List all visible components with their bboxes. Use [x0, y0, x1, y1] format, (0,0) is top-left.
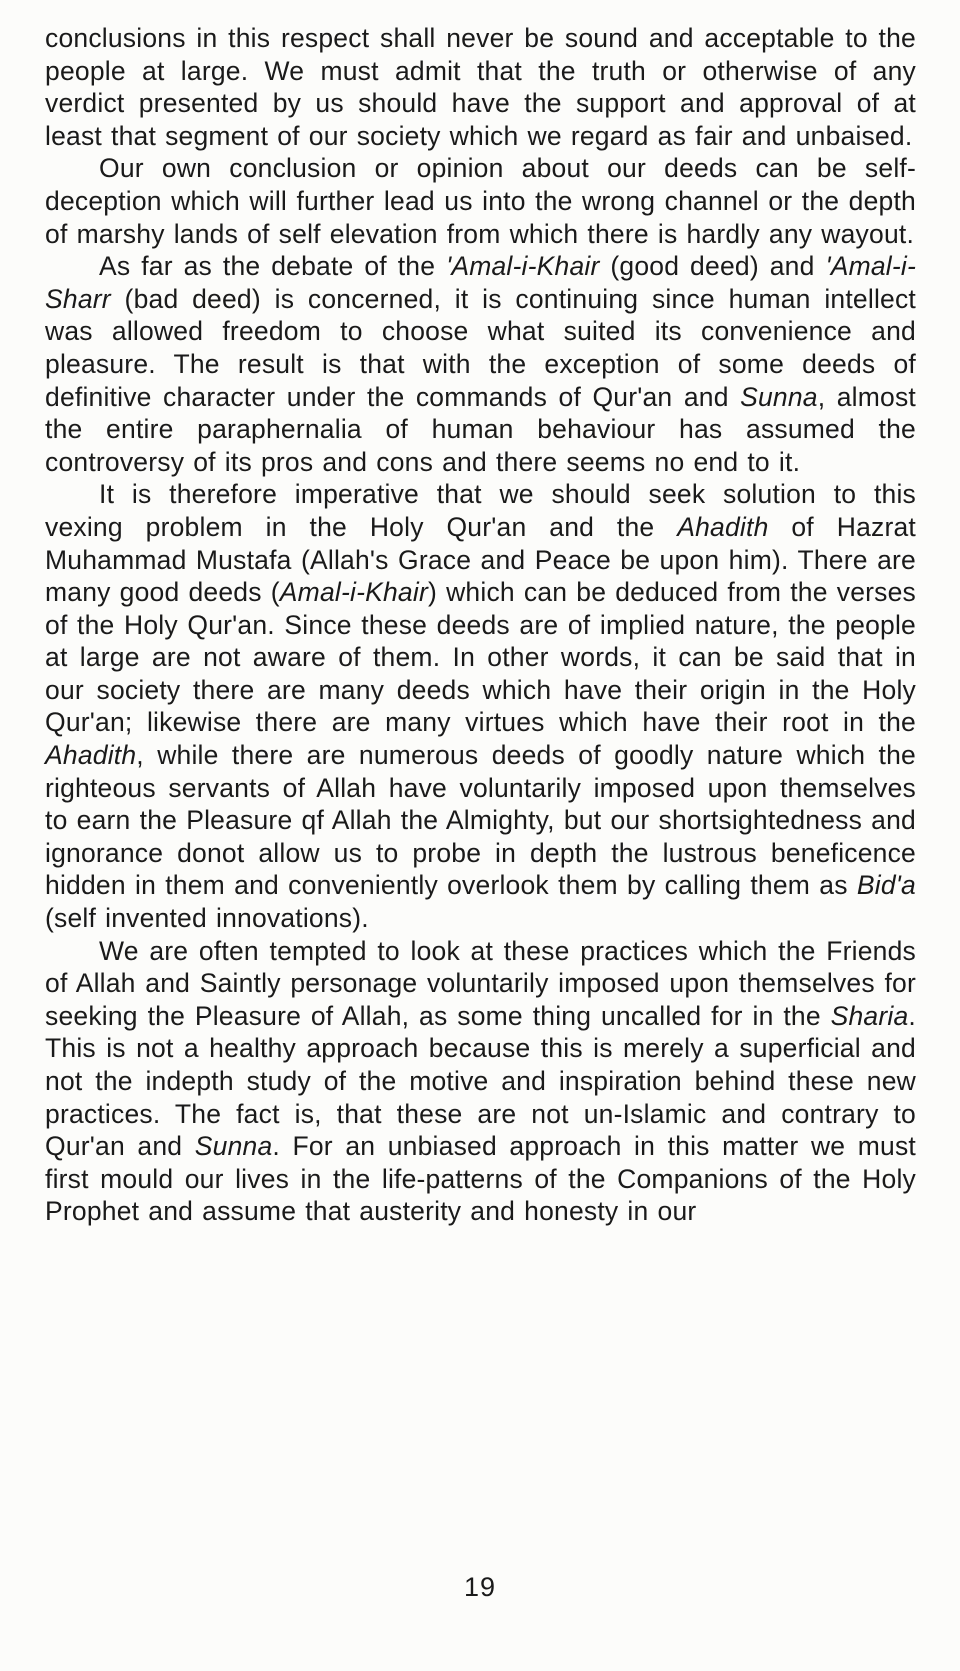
page-text: [45, 22, 916, 1228]
text-run: conclusions in this respect shall never be sound and acceptable to the people at large. We must admit that the truth or otherwise of any verdict presented by us should have the support and approval of at least that segment of our society which we regard as fair and unbaised.: [45, 23, 916, 151]
text-run: . For an unbiased approach in this matter we must first mould our lives in the life-patterns of the Companions of the Holy Prophet and assume that austerity and honesty in our: [45, 1131, 916, 1227]
paragraph: [45, 22, 916, 152]
paragraph: [45, 935, 916, 1228]
italic-term: 'Amal-i-Sharr: [45, 251, 917, 314]
italic-term: Sunna: [740, 381, 818, 412]
text-run: , while there are numerous deeds of goodly nature which the righteous servants of Allah have voluntarily imposed upon themselves to earn the Pleasure qf Allah the Almighty, but our shortsightedness and ignorance donot allow us to probe in depth the lustrous beneficence hidden in them and conveniently overlook them by calling them as: [45, 740, 916, 901]
text-run: Our own conclusion or opinion about our deeds can be self-deception which will further lead us into the wrong channel or the depth of marshy lands of self elevation from which there is hardly any wayout.: [45, 153, 916, 249]
italic-term: Bid'a: [856, 870, 916, 901]
text-run: of Hazrat Muhammad Mustafa (Allah's Grace and Peace be upon him). There are many good deeds (: [45, 511, 916, 608]
italic-term: Amal-i-Khair: [279, 577, 428, 608]
text-run: (self invented innovations).: [45, 903, 369, 934]
page-number: 19: [463, 1572, 497, 1602]
italic-term: Sharia: [830, 1000, 909, 1031]
text-run: As far as the debate of the: [99, 251, 447, 282]
italic-term: Ahadith: [45, 740, 137, 771]
text-run: (bad deed) is concerned, it is continuing since human intellect was allowed freedom to choose what suited its convenience and pleasure. The result is that with the exception of some deeds of definitive character under the commands of Qur'an and: [45, 283, 916, 412]
text-run: We are often tempted to look at these practices which the Friends of Allah and Saintly personage voluntarily imposed upon themselves for seeking the Pleasure of Allah, as some thing uncalled for in the: [45, 935, 916, 1031]
italic-term: Ahadith: [677, 511, 769, 542]
text-run: ) which can be deduced from the verses of the Holy Qur'an. Since these deeds are of implied nature, the people at large are not aware of them. In other words, it can be said that in our society there are many deeds which have their origin in the Holy Qur'an; likewise there are many virtues which have their root in the: [45, 577, 917, 738]
text-run: It is therefore imperative that we should seek solution to this vexing problem in the Holy Qur'an and the: [45, 479, 916, 542]
italic-term: 'Amal-i-Khair: [446, 251, 600, 282]
paragraph: [45, 152, 916, 250]
text-run: . This is not a healthy approach because this is merely a superficial and not the indepth study of the motive and inspiration behind these new practices. The fact is, that these are not un-Islamic and contrary to Qur'an and: [45, 1000, 916, 1162]
paragraph: [45, 478, 916, 934]
paragraph: [45, 250, 916, 478]
text-run: , almost the entire paraphernalia of human behaviour has assumed the controversy of its pros and cons and there seems no end to it.: [45, 381, 916, 477]
italic-term: Sunna: [194, 1131, 273, 1162]
text-run: (good deed) and: [599, 251, 826, 282]
